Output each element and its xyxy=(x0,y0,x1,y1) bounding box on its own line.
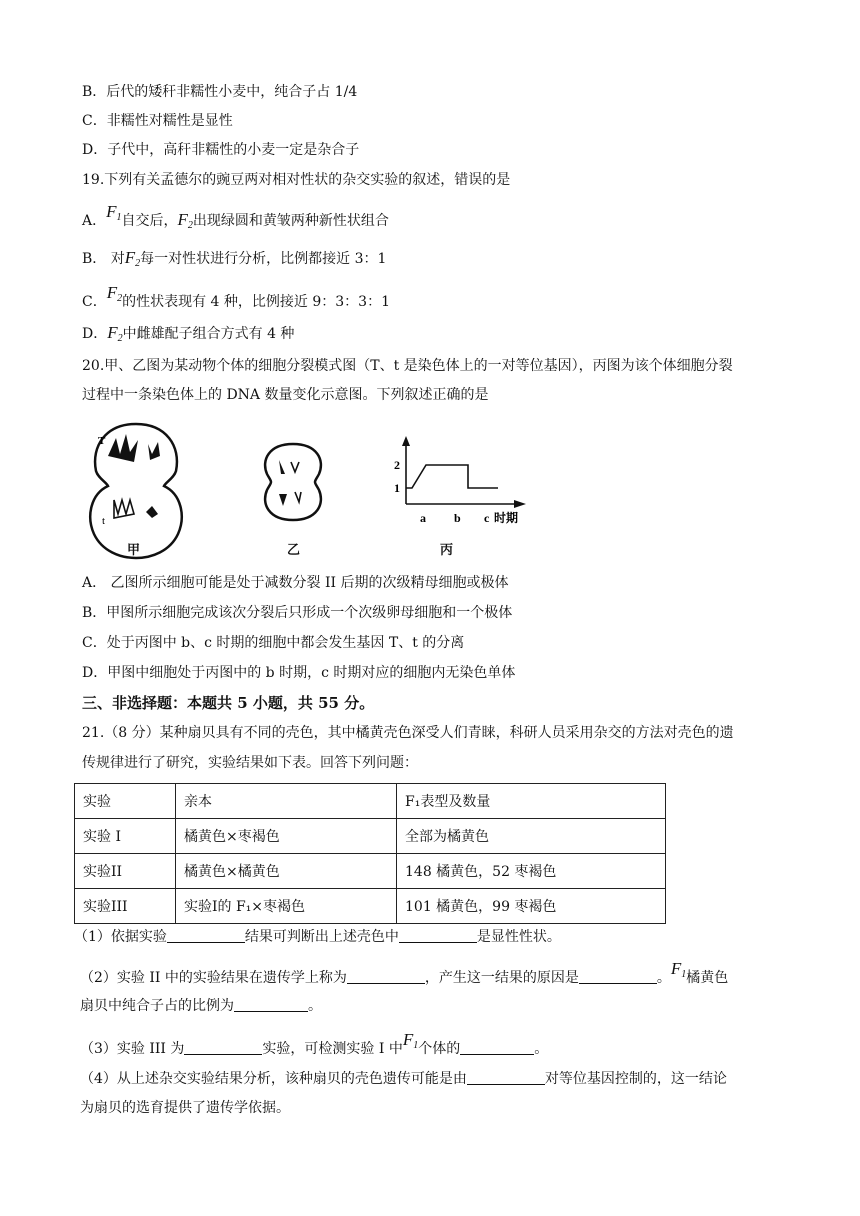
table-cell: 148 橘黄色，52 枣褐色 xyxy=(397,854,666,889)
answer-blank[interactable] xyxy=(347,969,425,984)
option-text: 出现绿圆和黄皱两种新性状组合 xyxy=(192,213,389,229)
q20-option-a: A． 乙图所示细胞可能是处于减数分裂 II 后期的次级精母细胞或极体 xyxy=(82,575,509,591)
answer-blank[interactable] xyxy=(234,997,308,1012)
question-20-stem-line2: 过程中一条染色体上的 DNA 数量变化示意图。下列叙述正确的是 xyxy=(82,387,489,403)
q21-part-2-cont: 扇贝中纯合子占的比例为 。 xyxy=(80,998,322,1014)
answer-blank[interactable] xyxy=(399,928,477,943)
table-header: F₁表型及数量 xyxy=(397,784,666,819)
results-table xyxy=(74,783,666,924)
f1-symbol: $F_1$ xyxy=(402,1030,419,1051)
option-label: A． xyxy=(82,213,107,229)
option-b: B．后代的矮秆非糯性小麦中，纯合子占 1/4 xyxy=(82,84,358,100)
table-cell: 橘黄色×橘黄色 xyxy=(176,854,397,889)
option-label: D． xyxy=(82,326,108,342)
f1-symbol: $F_1$ xyxy=(670,959,687,980)
q19-option-d xyxy=(82,323,294,349)
figure-jia-label: 甲 xyxy=(127,543,141,558)
question-21-stem-line1: 21.（8 分）某种扇贝具有不同的壳色，其中橘黄壳色深受人们青睐，科研人员采用杂交的方法对壳色的遗 xyxy=(82,725,734,741)
figure-bing-chart xyxy=(388,432,538,532)
table-cell: 橘黄色×枣褐色 xyxy=(176,819,397,854)
answer-blank[interactable] xyxy=(579,969,657,984)
f1-symbol: $F_1$ xyxy=(106,202,122,223)
f2-symbol: $F_2$ xyxy=(106,283,123,304)
gene-t-label: t xyxy=(102,515,106,527)
q21-part-3: （3）实验 III 为 实验，可检测实验 I 中$F_1$个体的 。 xyxy=(80,1030,549,1057)
q20-option-b: B．甲图所示细胞完成该次分裂后只形成一个次级卵母细胞和一个极体 xyxy=(82,605,513,621)
answer-blank[interactable] xyxy=(167,928,245,943)
option-c: C．非糯性对糯性是显性 xyxy=(82,113,233,129)
f2-symbol: $F_2$ xyxy=(177,210,193,231)
q21-part-4-cont: 为扇贝的选育提供了遗传学依据。 xyxy=(80,1100,290,1116)
question-21-stem-line2: 传规律进行了研究，实验结果如下表。回答下列问题： xyxy=(82,755,418,771)
table-cell: 实验I的 F₁×枣褐色 xyxy=(176,889,397,924)
f2-symbol: $F_2$ xyxy=(107,323,123,344)
x-axis-label: 时期 xyxy=(494,511,519,525)
option-text: 中雌雄配子组合方式有 4 种 xyxy=(122,326,295,342)
gene-T-label: T xyxy=(98,435,106,447)
table-cell: 实验II xyxy=(75,854,176,889)
table-row xyxy=(75,854,666,889)
option-label: B． 对 xyxy=(82,251,125,267)
section-3-heading: 三、非选择题：本题共 5 小题，共 55 分。 xyxy=(82,694,375,712)
figure-yi-label: 乙 xyxy=(287,543,301,558)
table-row xyxy=(75,819,666,854)
table-cell: 实验 I xyxy=(75,819,176,854)
option-text: 每一对性状进行分析，比例都接近 3：1 xyxy=(140,251,387,267)
option-text: 的性状表现有 4 种，比例接近 9：3：3：1 xyxy=(122,294,390,310)
figure-yi-cell xyxy=(257,440,329,525)
table-header: 亲本 xyxy=(176,784,397,819)
q21-part-1: （1）依据实验 结果可判断出上述壳色中 是显性性状。 xyxy=(74,929,561,945)
q19-option-b xyxy=(82,248,386,274)
answer-blank[interactable] xyxy=(460,1040,534,1055)
x-tick-a: a xyxy=(420,511,426,525)
option-text: 自交后， xyxy=(121,213,178,229)
table-row xyxy=(75,889,666,924)
q19-option-c xyxy=(82,283,390,317)
table-cell: 全部为橘黄色 xyxy=(397,819,666,854)
table-header-row xyxy=(75,784,666,819)
q21-part-2: （2）实验 II 中的实验结果在遗传学上称为 ，产生这一结果的原因是 。$F_1$橘黄色 xyxy=(80,959,729,986)
x-tick-c: c xyxy=(484,511,490,525)
dna-series-line xyxy=(406,465,498,488)
option-label: C． xyxy=(82,294,107,310)
table-cell: 101 橘黄色，99 枣褐色 xyxy=(397,889,666,924)
q20-option-c: C．处于丙图中 b、c 时期的细胞中都会发生基因 T、t 的分离 xyxy=(82,635,465,651)
question-20-stem-line1: 20.甲、乙图为某动物个体的细胞分裂模式图（T、t 是染色体上的一对等位基因），丙图为该个体细胞分裂 xyxy=(82,358,733,374)
x-tick-b: b xyxy=(454,511,461,525)
figure-bing-label: 丙 xyxy=(440,543,454,558)
q19-option-a xyxy=(82,202,389,236)
q21-part-4: （4）从上述杂交实验结果分析，该种扇贝的壳色遗传可能是由 对等位基因控制的，这一结论 xyxy=(80,1071,727,1087)
x-axis-arrow xyxy=(514,500,526,508)
y-tick-1: 1 xyxy=(394,481,400,495)
answer-blank[interactable] xyxy=(467,1070,545,1085)
q20-option-d: D．甲图中细胞处于丙图中的 b 时期，c 时期对应的细胞内无染色单体 xyxy=(82,665,516,681)
y-axis-arrow xyxy=(402,436,410,446)
f2-symbol: $F_2$ xyxy=(124,248,141,269)
table-cell: 实验III xyxy=(75,889,176,924)
answer-blank[interactable] xyxy=(184,1040,262,1055)
question-19-stem: 19.下列有关孟德尔的豌豆两对相对性状的杂交实验的叙述，错误的是 xyxy=(82,172,511,188)
table-header: 实验 xyxy=(75,784,176,819)
option-d: D．子代中，高秆非糯性的小麦一定是杂合子 xyxy=(82,142,360,158)
y-tick-2: 2 xyxy=(394,458,400,472)
